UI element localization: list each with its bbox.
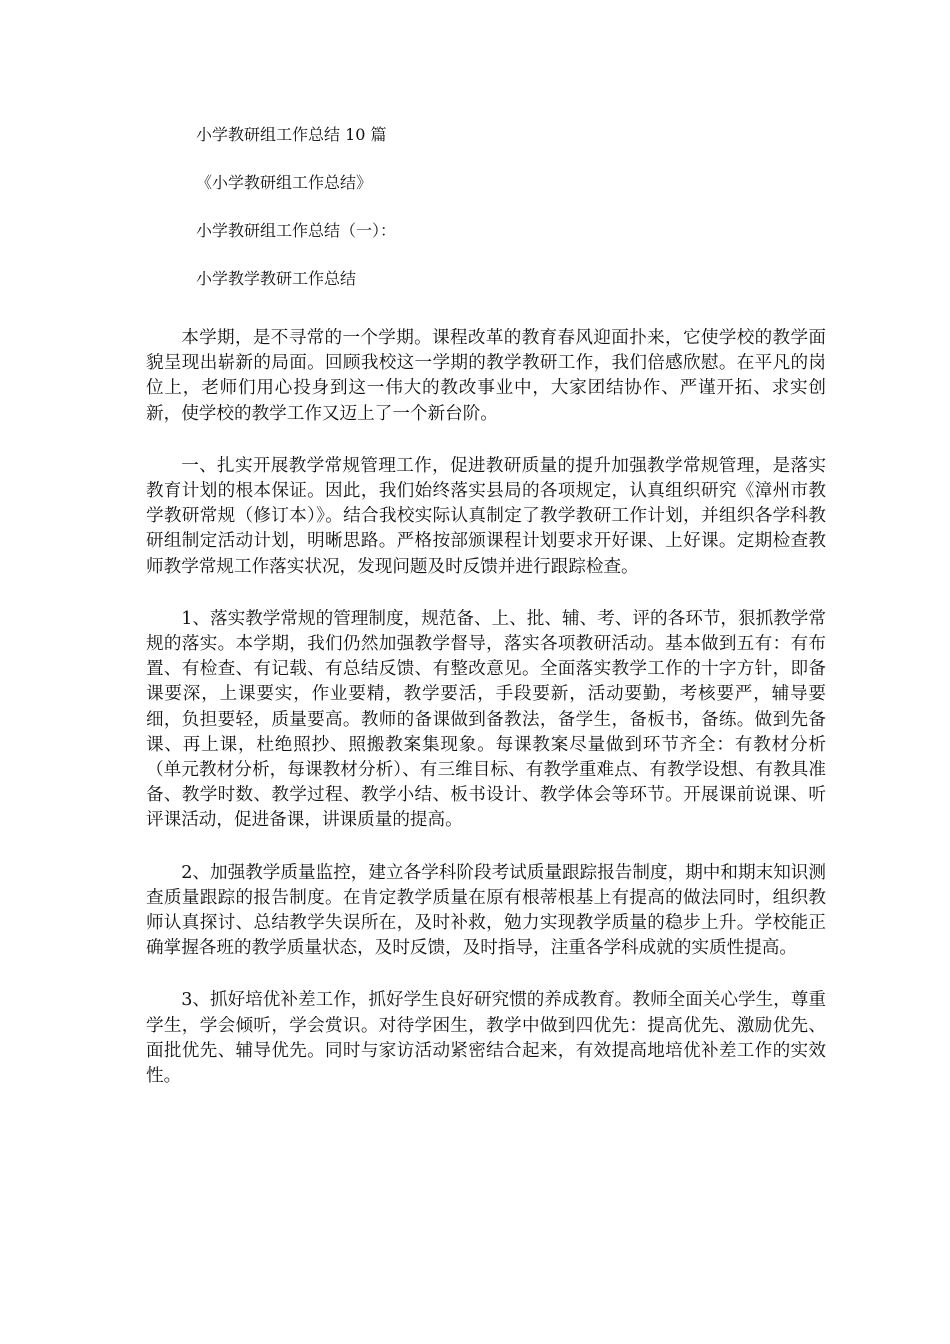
document-title: 小学教研组工作总结 10 篇 (196, 125, 387, 144)
section-subtitle: 小学教学教研工作总结 (196, 269, 357, 288)
spacer (146, 316, 826, 326)
paragraph-intro: 本学期，是不寻常的一个学期。课程改革的教育春风迎面扑来，它使学校的教学面貌呈现出崭新的局面。回顾我校这一学期的教学教研工作，我们倍感欣慰。在平凡的岗位上，老师们用心投身到这一伟大的教改事业中，大家团结协作、严谨开拓、求实创新，使学校的教学工作又迈上了一个新台阶。 (146, 328, 826, 424)
paragraph-item-1: 1、落实教学常规的管理制度，规范备、上、批、辅、考、评的各环节，狠抓教学常规的落实。本学期，我们仍然加强教学督导，落实各项教研活动。基本做到五有：有布置、有检查、有记载、有总结反馈、有整改意见。全面落实教学工作的十字方针，即备课要深，上课要实，作业要精，教学要活，手段要新，活动要勤，考核要严，辅导要细，负担要轻，质量要高。教师的备课做到备教法，备学生，备板书，备练。做到先备课、再上课，杜绝照抄、照搬教案集现象。每课教案尽量做到环节齐全：有教材分析（单元教材分析，每课教材分析）、有三维目标、有教学重难点、有教学设想、有教具准备、教学时数、教学过程、教学小结、板书设计、教学体会等环节。开展课前说课、听评课活动，促进备课，讲课质量的提高。 (146, 608, 826, 831)
paragraph-part-one: 一、扎实开展教学常规管理工作，促进教研质量的提升加强教学常规管理，是落实教育计划的根本保证。因此，我们始终落实县局的各项规定，认真组织研究《漳州市教学教研常规（修订本）》。结合我校实际认真制定了教学教研工作计划，并组织各学科教研组制定活动计划，明晰思路。严格按部颁课程计划要求开好课、上好课。定期检查教师教学常规工作落实状况，发现问题及时反馈并进行跟踪检查。 (146, 455, 826, 577)
section-title: 小学教研组工作总结（一）： (196, 221, 397, 240)
paragraph-item-2: 2、加强教学质量监控，建立各学科阶段考试质量跟踪报告制度，期中和期末知识测查质量跟踪的报告制度。在肯定教学质量在原有根蒂根基上有提高的做法同时，组织教师认真探讨、总结教学失误所在，及时补救，勉力实现教学质量的稳步上升。学校能正确掌握各班的教学质量状态，及时反馈，及时指导，注重各学科成就的实质性提高。 (146, 862, 826, 959)
document-body (146, 124, 826, 1116)
document-subtitle: 《小学教研组工作总结》 (196, 173, 373, 192)
paragraph-item-3: 3、抓好培优补差工作，抓好学生良好研究惯的养成教育。教师全面关心学生，尊重学生，学会倾听，学会赏识。对待学困生，教学中做到四优先：提高优先、激励优先、面批优先、辅导优先。同时与家访活动紧密结合起来，有效提高地培优补差工作的实效性。 (146, 990, 826, 1087)
